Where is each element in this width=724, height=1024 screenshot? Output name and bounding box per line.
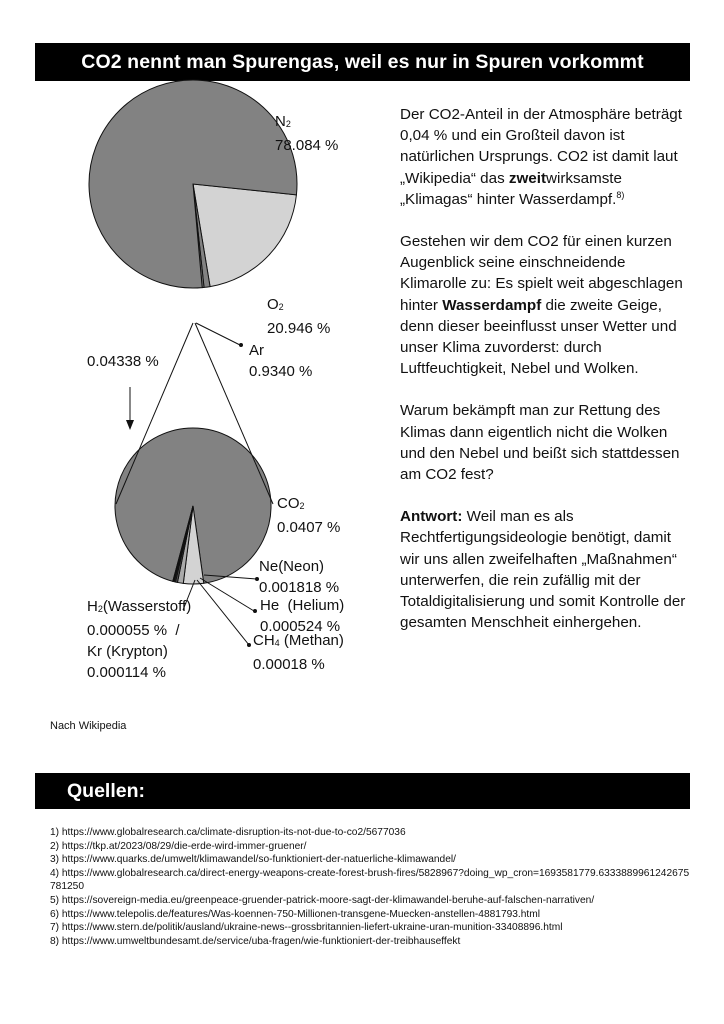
he-value: 0.000524 % — [260, 618, 341, 635]
ar-value: 0.9340 % — [249, 363, 313, 380]
zoom-arrow-head — [126, 420, 134, 430]
source-note: Nach Wikipedia — [50, 720, 127, 732]
ne-value: 0.001818 % — [259, 579, 340, 596]
pie-slice-o2 — [193, 184, 296, 287]
sources-heading: Quellen: — [35, 773, 690, 809]
source-item[interactable]: 8) https://www.umweltbundesamt.de/service/uba-fragen/wie-funktioniert-der-treibhauseffekt — [50, 935, 461, 947]
ar-dot — [239, 343, 243, 347]
o2-value: 20.946 % — [267, 320, 331, 337]
kr-value: 0.000114 % — [87, 664, 166, 681]
paragraph-2: Gestehen wir dem CO2 für einen kurzen Augenblick seine einschneidende Klimarolle zu: Es spielt weit abgeschlagen hinter Wasserdampf die zweite Geige, denn dieser beeinflusst unser Wetter und unser Klima zuvorderst: durch Luftfeuchtigkeit, Nebel und Wolken. — [400, 233, 683, 378]
ch4-dot — [247, 643, 251, 647]
source-item[interactable]: 6) https://www.telepolis.de/features/Was-koennen-750-Millionen-transgene-Muecken-anstellen-4881793.html — [50, 908, 541, 920]
he-dot — [253, 609, 257, 613]
source-item[interactable]: 4) https://www.globalresearch.ca/direct-energy-weapons-create-forest-brush-fires/5828967?doing_wp_cron=1693581779.6333889961242675781250 — [50, 867, 690, 893]
he-label: He (Helium) 0.000524 % — [260, 597, 345, 635]
n2-label: N2 78.084 % — [275, 113, 339, 154]
ch4-label: CH4 (Methan) 0.00018 % — [253, 632, 344, 673]
zoom-value-label: 0.04338 % — [87, 353, 159, 370]
article-text — [400, 104, 690, 654]
page-title: CO2 nennt man Spurengas, weil es nur in Spuren vorkommt — [35, 43, 690, 81]
source-item[interactable]: 1) https://www.globalresearch.ca/climate-disruption-its-not-due-to-co2/5677036 — [50, 827, 406, 838]
paragraph-3: Warum bekämpft man zur Rettung des Klimas dann eigentlich nicht die Wolken und den Nebel und beißt sich stattdessen am CO2 fest? — [400, 402, 680, 484]
o2-label: O2 20.946 % — [267, 296, 331, 337]
sources-list — [50, 826, 690, 948]
ar-label: Ar 0.9340 % — [249, 342, 313, 380]
source-item[interactable]: 7) https://www.stern.de/politik/ausland/ukraine-news--grossbritannien-liefert-ukraine-uran-munition-33408896.html — [50, 922, 563, 934]
co2-value: 0.0407 % — [277, 519, 341, 536]
source-item[interactable]: 3) https://www.quarks.de/umwelt/klimawandel/so-funktioniert-der-natuerliche-klimawandel/ — [50, 854, 456, 866]
paragraph-4: Antwort: Weil man es als Rechtfertigungsideologie benötigt, damit wir uns allen zweifelhaften „Maßnahmen“ unterwerfen, die rein zufällig mit der Totaldigitalisierung und somit Kontrolle der gesamten Menschheit einhergehen. — [400, 508, 686, 632]
pie-atmosphere — [89, 80, 297, 288]
co2-label: CO2 0.0407 % — [277, 495, 341, 536]
ch4-leader-line — [197, 580, 249, 645]
n2-value: 78.084 % — [275, 137, 339, 154]
h2-value: 0.000055 % — [87, 622, 168, 639]
source-item[interactable]: 5) https://sovereign-media.eu/greenpeace-gruender-patrick-moore-sagt-der-klimawandel-beruhe-auf-falschen-narrativen/ — [50, 894, 595, 906]
source-item[interactable]: 2) https://tkp.at/2023/08/29/die-erde-wird-immer-gruener/ — [50, 840, 307, 852]
ne-label: Ne(Neon) 0.001818 % — [259, 558, 340, 596]
pie-charts — [0, 0, 400, 720]
ch4-value: 0.00018 % — [253, 656, 325, 673]
paragraph-1: Der CO2-Anteil in der Atmosphäre beträgt 0,04 % und ein Großteil davon ist natürlichen Ursprungs. CO2 ist damit laut „Wikipedia“ das zweitwirksamste „Klimagas“ hinter Wasserdampf.$^{8)}$ — [400, 106, 682, 208]
h2-kr-label: H2(Wasserstoff) 0.000055 % / Kr (Krypton) 0.000114 % — [87, 598, 192, 681]
